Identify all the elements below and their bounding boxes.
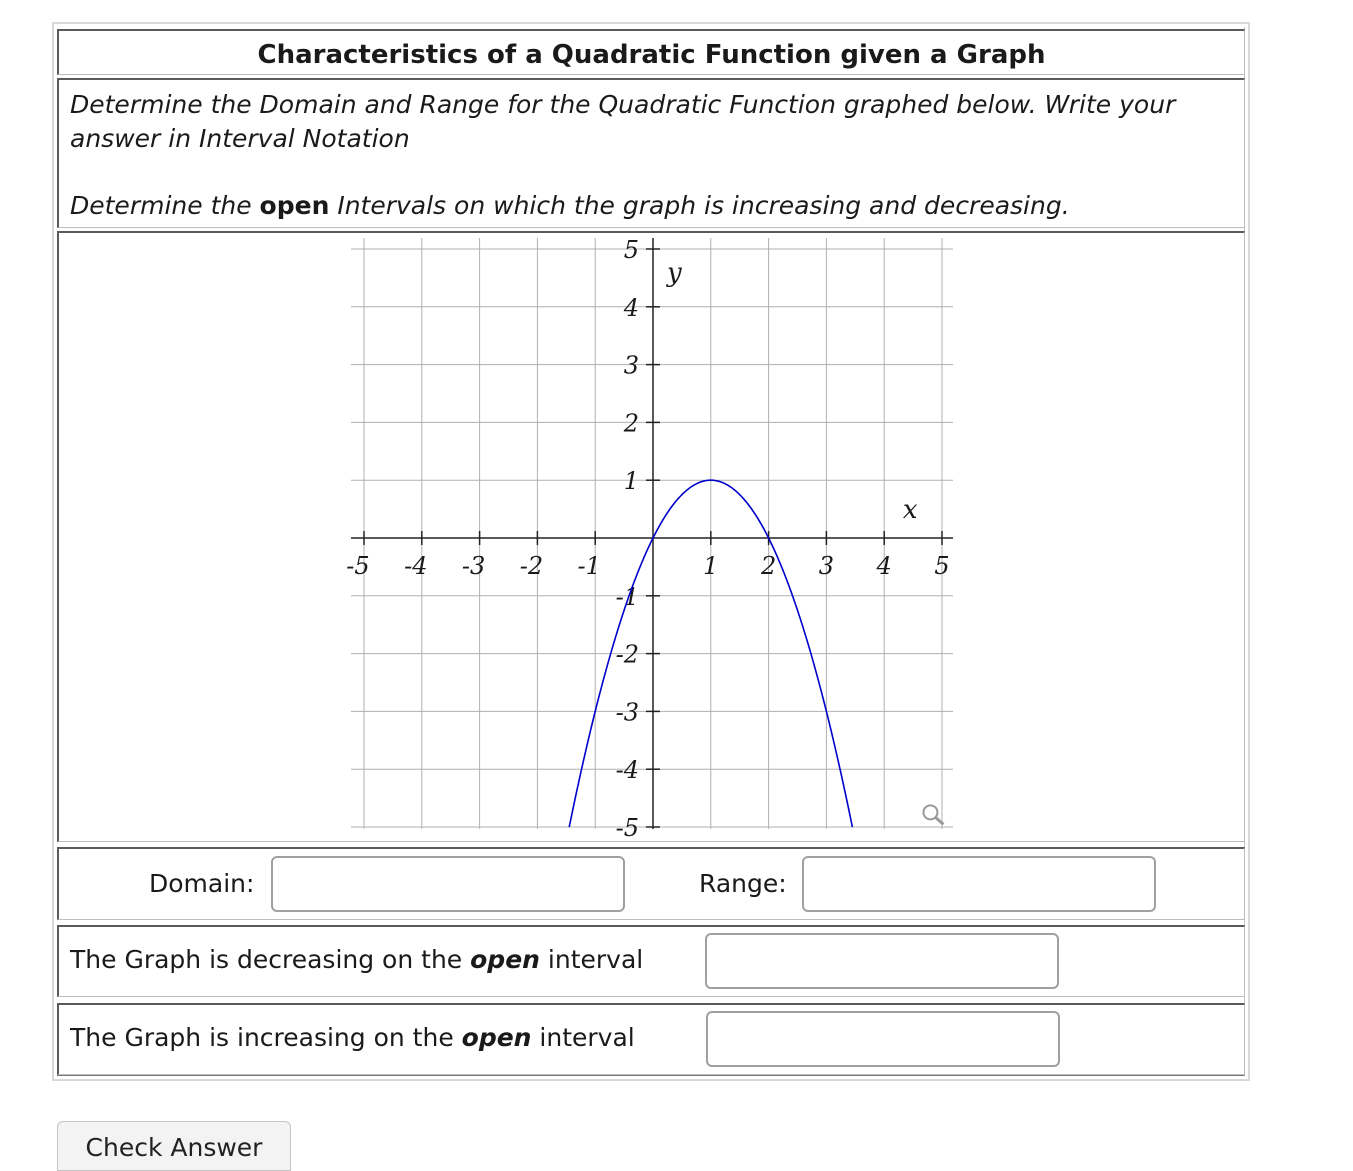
range-input[interactable]: [802, 856, 1156, 912]
increasing-input[interactable]: [706, 1011, 1060, 1067]
instruction-text: [70, 189, 1070, 223]
instruction-bold: open: [259, 191, 330, 220]
x-tick-label: -2: [519, 552, 544, 580]
y-tick-label: -2: [615, 640, 639, 669]
increasing-text: [70, 1023, 635, 1052]
instruction-suffix: Intervals on which the graph is increasing and decreasing.: [329, 191, 1070, 220]
increasing-suffix: interval: [531, 1023, 635, 1052]
question-text: Determine the Domain and Range for the Quadratic Function graphed below. Write your answer in Interval Notation: [70, 90, 1176, 153]
quadratic-graph: [59, 233, 1243, 840]
instruction-prefix: Determine the: [70, 191, 260, 220]
x-tick-label: 2: [760, 552, 777, 580]
range-label: Range:: [699, 869, 787, 898]
y-tick-label: 1: [623, 467, 639, 496]
y-tick-label: 4: [623, 293, 639, 322]
decreasing-input[interactable]: [705, 933, 1059, 989]
x-tick-label: -5: [346, 552, 370, 580]
increasing-bold: open: [461, 1023, 532, 1052]
decreasing-row: [57, 925, 1245, 997]
page-title: Characteristics of a Quadratic Function given a Graph: [257, 40, 1046, 70]
x-tick-label: 1: [703, 552, 719, 580]
y-tick-label: 3: [623, 351, 639, 380]
graph-row: [57, 231, 1245, 842]
domain-input[interactable]: [271, 856, 625, 912]
y-tick-label: -1: [615, 582, 639, 611]
x-tick-label: -4: [404, 552, 428, 580]
increasing-prefix: The Graph is increasing on the: [70, 1023, 462, 1052]
magnifier-icon[interactable]: [923, 805, 943, 824]
y-tick-label: -4: [615, 756, 639, 785]
x-tick-label: -3: [461, 552, 486, 580]
decreasing-bold: open: [470, 945, 540, 974]
y-tick-label: 5: [623, 236, 639, 264]
decreasing-suffix: interval: [539, 945, 644, 974]
question-row: [57, 78, 1245, 228]
y-tick-label: 2: [623, 409, 639, 438]
domain-label: Domain:: [149, 869, 255, 898]
y-axis-label: y: [667, 257, 682, 288]
increasing-row: [57, 1003, 1245, 1075]
y-tick-label: -5: [615, 814, 639, 840]
decreasing-prefix: The Graph is decreasing on the: [70, 945, 471, 974]
x-tick-label: 5: [934, 552, 950, 580]
x-tick-label: 4: [876, 552, 892, 580]
check-answer-button[interactable]: Check Answer: [57, 1121, 291, 1171]
x-axis-label: x: [902, 494, 918, 525]
title-row: [57, 29, 1245, 75]
y-tick-label: -3: [615, 698, 639, 727]
decreasing-text: [70, 945, 643, 974]
domain-range-row: [57, 847, 1245, 920]
x-tick-label: -1: [577, 552, 601, 580]
x-tick-label: 3: [818, 552, 835, 580]
